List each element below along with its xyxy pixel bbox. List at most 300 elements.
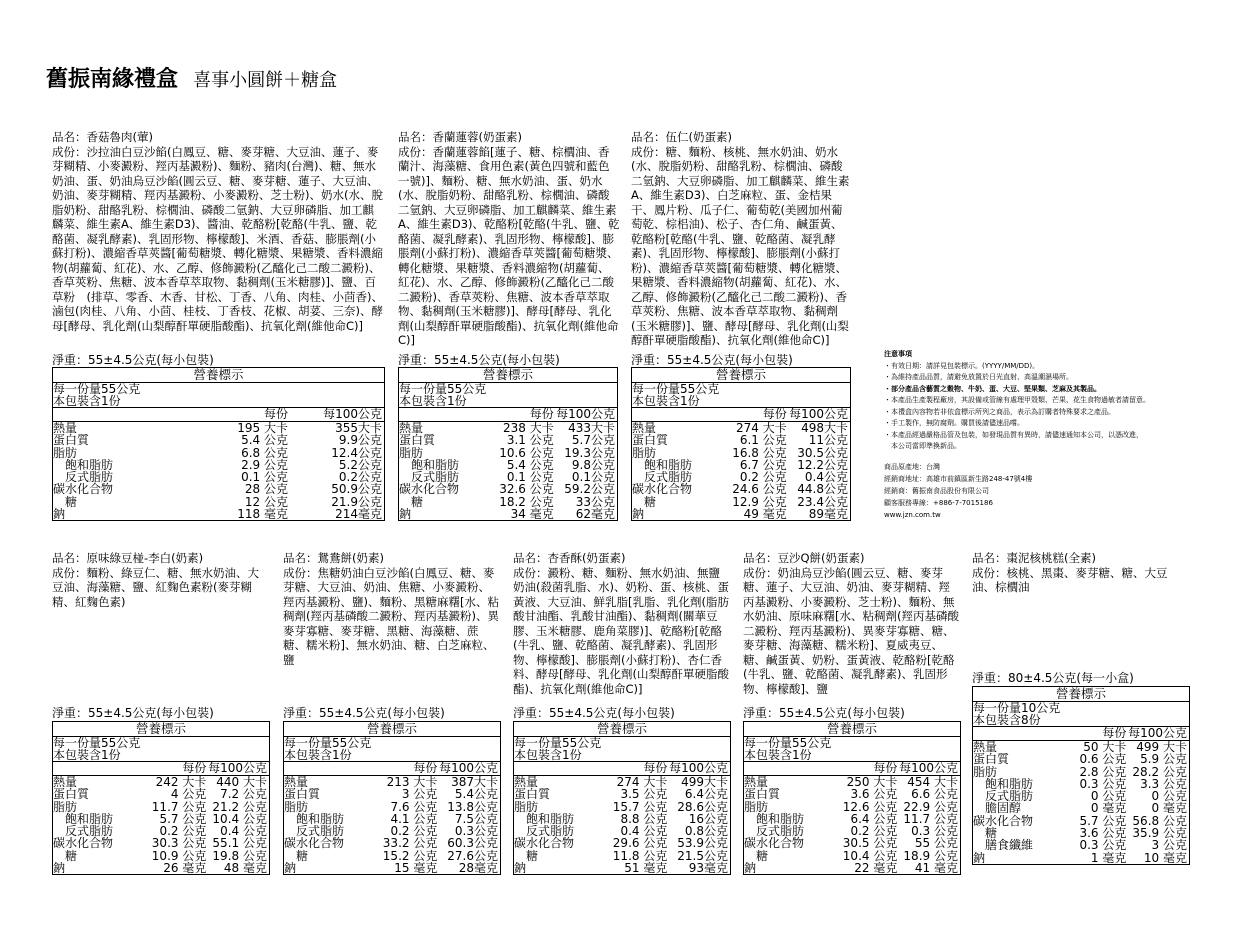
nutrient-per-serving: 3.5 公克 <box>620 787 668 802</box>
nutrient-name: 鈉 <box>284 861 297 876</box>
product-ingredients: 成份：香蘭蓮蓉餡[蓮子、糖、棕櫚油、香蘭汁、海藻糖、食用色素(黃色四號和藍色一號)]、麵粉、糖、無水奶油、蛋、奶水(水、脫脂奶粉、甜酪乳粉、棕櫚油、磷酸二氫鈉、大豆卵磷脂、加工麒麟菜、維生素A、維生素D3)、乾酪粉[乾酪(牛乳、鹽、乾酪菌、凝乳酵素)、乳固形物、檸檬酸]、膨脹劑(小蘇打粉)、濃縮香草莢醬[葡萄糖漿、轉化糖漿、果糖漿、香料濃縮物(胡蘿蔔、紅花)、水、乙醇、修飾澱粉(乙醯化己二酸二澱粉)、香草莢粉、焦糖、波本香草萃取物、黏稠劑(玉米糖膠)]、酵母[酵母、乳化劑(山梨醇酐單硬脂酸酯)、抗氧化劑(維他命C)] <box>398 144 620 347</box>
nutrition-row <box>53 862 269 874</box>
nutrient-per-serving: 4.1 公克 <box>390 811 438 826</box>
nutrient-name: 脂肪 <box>53 445 78 460</box>
nutrition-columns <box>399 407 617 422</box>
nutrient-per-serving: 5.4 公克 <box>241 433 288 448</box>
nutrition-columns <box>744 761 960 776</box>
col-per-serving: 每份 <box>413 761 438 775</box>
nutrient-per-100g: 0.4公克 <box>804 470 848 485</box>
nutrient-per-serving: 0 毫克 <box>1090 801 1127 816</box>
nutrient-per-serving: 24.6 公克 <box>732 482 787 497</box>
notes-heading: 注意事項 <box>884 350 912 358</box>
nutrient-per-serving: 0.3 公克 <box>1079 776 1127 791</box>
nutrient-per-100g: 35.9 公克 <box>1132 826 1187 841</box>
nutrition-columns <box>514 761 730 776</box>
product-name: 品名：原味綠豆椪-李白(奶素) <box>52 551 204 565</box>
product-name: 品名：香蘭蓮蓉(奶蛋素) <box>398 130 522 144</box>
nutrient-per-serving: 0.1 公克 <box>241 470 288 485</box>
nutrient-per-serving: 0.2 公克 <box>739 470 787 485</box>
nutrient-per-100g: 433大卡 <box>568 421 615 435</box>
product-ingredients: 成份：奶油烏豆沙餡(圓云豆、糖、麥芽糖、蓮子、大豆油、奶油、麥芽糊精、羥丙基澱粉、小麥澱粉、芝士粉)、麵粉、無水奶油、原味麻糬[水、粘稠劑(羥丙基磷酸二澱粉、羥丙基澱粉)、異麥芽寡糖、糖、麥芽糖、海藻糖、糯米粉]、夏威夷豆、糖、鹹蛋黃、奶粉、蛋黃液、乾酪粉[乾酪(牛乳、鹽、乾酪菌、凝乳酵素)、乳固形物、檸檬酸]、鹽 <box>743 565 959 696</box>
servings-per-pack: 本包裝含1份 <box>399 394 467 408</box>
net-weight: 淨重：55±4.5公克(每小包裝) <box>283 706 445 720</box>
website: www.jzn.com.tw <box>884 511 941 519</box>
note-item: 本公司當即準換新品。 <box>884 442 961 450</box>
net-weight: 淨重：80±4.5公克(每一小盒) <box>972 671 1134 685</box>
nutrient-name: 蛋白質 <box>53 787 90 802</box>
product-name: 品名：杏香酥(奶蛋素) <box>513 551 626 565</box>
serving-size: 每一份量55公克 <box>53 382 141 396</box>
nutrition-table <box>513 721 731 875</box>
nutrient-per-100g: 33公克 <box>575 494 615 509</box>
nutrient-per-100g: 93毫克 <box>688 861 728 876</box>
nutrient-name: 碳水化合物 <box>53 482 114 497</box>
product-name: 品名：棗泥核桃糕(全素) <box>972 551 1096 565</box>
nutrient-name: 碳水化合物 <box>632 482 693 497</box>
nutrient-per-serving: 32.6 公克 <box>499 482 554 497</box>
nutrition-columns <box>53 407 384 422</box>
nutrient-name: 蛋白質 <box>53 433 90 448</box>
nutrient-per-serving: 274 大卡 <box>736 421 787 435</box>
servings-per-pack: 本包裝含1份 <box>284 748 352 762</box>
nutrient-name: 熱量 <box>973 740 998 754</box>
serving-size: 每一份量55公克 <box>514 736 602 750</box>
nutrient-per-serving: 3 公克 <box>401 787 438 802</box>
nutrition-row <box>514 862 730 874</box>
col-blank <box>53 408 199 421</box>
nutrient-per-100g: 21.2 公克 <box>212 799 267 814</box>
nutrient-per-serving: 15.7 公克 <box>612 799 668 814</box>
nutrient-per-serving: 12 公克 <box>244 494 288 509</box>
nutrient-per-serving: 0 公克 <box>1090 789 1127 804</box>
nutrient-per-100g: 11.7 公克 <box>903 811 958 826</box>
note-item: ・為維持產品品質，請避免放置於日光直射、高溫潮濕場所。 <box>884 373 1073 381</box>
note-item: ・手工製作，無防腐劑。購買後請儘速品嚐。 <box>884 419 1024 427</box>
net-weight: 淨重：55±4.5公克(每小包裝) <box>743 706 905 720</box>
nutrition-row <box>514 837 730 849</box>
nutrient-per-serving: 51 毫克 <box>624 861 668 876</box>
nutrient-per-100g: 44.8公克 <box>797 482 848 497</box>
nutrient-name: 鈉 <box>744 861 757 876</box>
nutrient-name: 糖 <box>65 494 78 509</box>
nutrient-name: 蛋白質 <box>744 787 781 802</box>
nutrient-per-100g: 56.8 公克 <box>1132 813 1187 828</box>
nutrient-per-100g: 3 公克 <box>1151 838 1187 853</box>
nutrient-per-100g: 10 毫克 <box>1143 850 1187 865</box>
nutrient-per-serving: 238 大卡 <box>503 421 554 435</box>
nutrient-per-100g: 7.2 公克 <box>220 787 267 802</box>
nutrient-name: 鈉 <box>514 861 527 876</box>
col-per-100g: 每100公克 <box>899 761 958 775</box>
col-per-100g: 每100公克 <box>556 407 615 421</box>
nutrient-name: 鈉 <box>632 507 645 522</box>
nutrient-name: 碳水化合物 <box>399 482 460 497</box>
nutrient-name: 飽和脂肪 <box>756 811 805 826</box>
nutrient-name: 飽和脂肪 <box>526 811 575 826</box>
nutrient-per-serving: 6.4 公克 <box>850 811 898 826</box>
nutrient-per-serving: 26 毫克 <box>163 861 207 876</box>
net-weight: 淨重：55±4.5公克(每小包裝) <box>52 353 214 367</box>
nutrient-per-serving: 6.7 公克 <box>739 457 787 472</box>
nutrient-per-100g: 0 毫克 <box>1151 801 1187 816</box>
nutrient-name: 膽固醇 <box>985 801 1022 816</box>
nutrient-per-serving: 4 公克 <box>170 787 207 802</box>
col-blank <box>744 762 839 775</box>
product-ingredients: 成份：麵粉、綠豆仁、糖、無水奶油、大豆油、海藻糖、鹽、紅麴色素粉(麥芽糊精、紅麴色素) <box>52 565 259 609</box>
nutrient-name: 蛋白質 <box>284 787 321 802</box>
nutrition-table <box>972 686 1190 865</box>
col-per-serving: 每份 <box>182 761 207 775</box>
nutrient-name: 飽和脂肪 <box>644 457 693 472</box>
nutrient-per-100g: 355大卡 <box>335 421 382 435</box>
nutrition-row <box>973 839 1189 851</box>
nutrition-title: 營養標示 <box>53 368 384 383</box>
nutrient-name: 糖 <box>985 826 998 841</box>
notes-list <box>884 361 1204 453</box>
product-ingredients: 成份：糖、麵粉、核桃、無水奶油、奶水(水、脫脂奶粉、甜酪乳粉、棕櫚油、磷酸二氫鈉、大豆卵磷脂、加工麒麟菜、維生素A、維生素D3)、白芝麻粒、蛋、金桔果干、鳳片粉、瓜子仁、葡萄乾(美國加州葡萄乾、棕梠油)、松子、杏仁角、鹹蛋黃、乾酪粉[乾酪(牛乳、鹽、乾酪菌、凝乳酵素)、乳固形物、檸檬酸]、膨脹劑(小蘇打粉)、濃縮香草莢醬[葡萄糖漿、轉化糖漿、果糖漿、香料濃縮物(胡蘿蔔、紅花)、水、乙醇、修飾澱粉(乙醯化己二酸二澱粉)、香草莢粉、焦糖、波本香草萃取物、黏稠劑(玉米糖膠)]、鹽、酵母[酵母、乳化劑(山梨醇酐單硬脂酸酯)、抗氧化劑(維他命C)] <box>631 144 850 347</box>
product-description <box>513 551 731 701</box>
nutrient-name: 反式脂肪 <box>65 824 114 839</box>
product-description <box>631 130 853 348</box>
note-item: ・本禮盒內容物若非依盒標示所列之商品，表示為訂購者特殊要求之產品。 <box>884 407 1115 416</box>
nutrition-table <box>52 721 270 875</box>
nutrient-name: 反式脂肪 <box>756 824 805 839</box>
nutrient-name: 反式脂肪 <box>526 824 575 839</box>
nutrient-name: 熱量 <box>744 775 769 789</box>
nutrient-per-serving: 3.1 公克 <box>506 433 554 448</box>
product-name: 品名：香菇魯肉(葷) <box>52 130 153 144</box>
address: 經銷商地址：高雄市前鎮區新生路248-47號4樓 <box>884 475 1033 483</box>
nutrition-row <box>53 434 384 446</box>
nutrient-per-100g: 7.5公克 <box>454 811 498 826</box>
nutrition-columns <box>53 761 269 776</box>
nutrition-row <box>632 508 850 520</box>
product-description <box>52 130 385 348</box>
nutrient-per-serving: 18.2 公克 <box>499 494 554 509</box>
nutrient-per-serving: 0.4 公克 <box>620 824 668 839</box>
nutrient-per-100g: 21.9公克 <box>331 494 382 509</box>
net-weight: 淨重：55±4.5公克(每小包裝) <box>398 353 560 367</box>
nutrition-row <box>744 788 960 800</box>
nutrient-per-serving: 5.7 公克 <box>1079 813 1127 828</box>
nutrient-per-serving: 242 大卡 <box>155 775 207 789</box>
col-per-100g: 每100公克 <box>439 761 498 775</box>
nutrition-row <box>53 422 384 434</box>
nutrient-per-serving: 15 毫克 <box>394 861 438 876</box>
nutrient-per-100g: 5.2公克 <box>338 457 382 472</box>
page-title <box>46 62 337 93</box>
nutrition-title: 營養標示 <box>744 722 960 737</box>
col-per-100g: 每100公克 <box>208 761 267 775</box>
nutrient-per-100g: 0.4 公克 <box>220 824 267 839</box>
nutrient-per-serving: 0.3 公克 <box>1079 838 1127 853</box>
nutrition-columns <box>973 726 1189 741</box>
nutrition-row <box>973 753 1189 765</box>
product-description <box>398 130 620 348</box>
col-per-serving: 每份 <box>762 407 787 421</box>
nutrient-name: 碳水化合物 <box>744 836 805 851</box>
nutrition-table <box>283 721 501 875</box>
nutrition-row <box>744 862 960 874</box>
nutrition-row <box>744 837 960 849</box>
nutrition-row <box>53 508 384 520</box>
nutrient-per-100g: 89毫克 <box>808 507 848 522</box>
nutrient-per-serving: 0.2 公克 <box>390 824 438 839</box>
nutrient-per-100g: 0.3公克 <box>454 824 498 839</box>
nutrient-per-100g: 48 毫克 <box>223 861 267 876</box>
note-item: ・部分產品含藝質之穀物、牛奶、蛋、大豆、堅果類、芝麻及其製品。 <box>884 384 1101 393</box>
product-description <box>972 551 1190 661</box>
nutrient-per-100g: 23.4公克 <box>797 494 848 509</box>
nutrient-name: 反式脂肪 <box>65 470 114 485</box>
nutrient-name: 糖 <box>411 494 424 509</box>
nutrient-name: 熱量 <box>53 775 78 789</box>
product-description <box>52 551 270 701</box>
nutrient-per-100g: 19.8 公克 <box>212 848 267 863</box>
nutrient-name: 膳食纖維 <box>985 838 1034 853</box>
nutrient-name: 熱量 <box>284 775 309 789</box>
nutrient-name: 脂肪 <box>632 445 657 460</box>
product-name: 品名：鴛鴦餅(奶素) <box>283 551 384 565</box>
servings-per-pack: 本包裝含8份 <box>973 713 1041 727</box>
nutrient-per-serving: 5.7 公克 <box>159 811 207 826</box>
nutrition-title: 營養標示 <box>53 722 269 737</box>
nutrient-per-100g: 12.4公克 <box>331 445 382 460</box>
nutrient-per-serving: 2.9 公克 <box>241 457 288 472</box>
servings-per-pack: 本包裝含1份 <box>514 748 582 762</box>
serving-size: 每一份量55公克 <box>399 382 487 396</box>
col-per-serving: 每份 <box>643 761 668 775</box>
nutrient-name: 碳水化合物 <box>973 813 1034 828</box>
nutrient-per-100g: 499 大卡 <box>1136 740 1187 754</box>
nutrient-per-serving: 12.6 公克 <box>842 799 898 814</box>
nutrition-title: 營養標示 <box>284 722 500 737</box>
note-item: ・本產品生產製程廠房，其設備或管線有處理甲殼類、芒果、花生食物過敏者請留意。 <box>884 396 1150 404</box>
nutrient-per-serving: 10.9 公克 <box>151 848 207 863</box>
nutrient-per-100g: 3.3 公克 <box>1140 776 1187 791</box>
nutrition-columns <box>284 761 500 776</box>
nutrient-per-100g: 454 大卡 <box>907 775 958 789</box>
nutrient-per-serving: 0.6 公克 <box>1079 752 1127 767</box>
nutrient-per-serving: 3.6 公克 <box>1079 826 1127 841</box>
nutrient-per-serving: 34 毫克 <box>510 507 554 522</box>
net-weight: 淨重：55±4.5公克(每小包裝) <box>52 706 214 720</box>
nutrient-name: 反式脂肪 <box>296 824 345 839</box>
nutrient-name: 鈉 <box>53 861 66 876</box>
nutrition-row <box>53 837 269 849</box>
nutrient-per-100g: 0.1公克 <box>571 470 615 485</box>
col-per-100g: 每100公克 <box>789 407 848 421</box>
col-per-serving: 每份 <box>1102 726 1127 740</box>
nutrient-per-serving: 1 毫克 <box>1090 850 1127 865</box>
note-item: ・本產品經過嚴格品管及包裝，如發現品質有異時，請儘速通知本公司，以憑改進， <box>884 430 1143 439</box>
nutrient-name: 熱量 <box>399 421 424 435</box>
nutrient-per-100g: 59.2公克 <box>564 482 615 497</box>
nutrient-name: 鈉 <box>973 850 986 865</box>
nutrition-table <box>398 367 618 521</box>
nutrient-per-serving: 15.2 公克 <box>382 848 438 863</box>
nutrition-row <box>53 788 269 800</box>
nutrient-name: 飽和脂肪 <box>296 811 345 826</box>
col-per-serving: 每份 <box>529 407 554 421</box>
nutrient-per-100g: 6.4公克 <box>684 787 728 802</box>
nutrient-per-100g: 50.9公克 <box>331 482 382 497</box>
nutrient-name: 脂肪 <box>973 764 998 779</box>
nutrient-per-serving: 250 大卡 <box>846 775 898 789</box>
nutrient-per-serving: 49 毫克 <box>743 507 787 522</box>
nutrient-per-100g: 0.3 公克 <box>911 824 958 839</box>
origin: 商品原產地：台灣 <box>884 463 940 471</box>
product-ingredients: 成份：核桃、黑棗、麥芽糖、糖、大豆油、棕櫚油 <box>972 565 1168 594</box>
nutrient-name: 碳水化合物 <box>53 836 114 851</box>
serving-size: 每一份量55公克 <box>632 382 720 396</box>
nutrient-name: 熱量 <box>632 421 657 435</box>
nutrition-row <box>632 434 850 446</box>
nutrient-per-100g: 28.2 公克 <box>1132 764 1187 779</box>
nutrient-per-100g: 21.5公克 <box>677 848 728 863</box>
nutrient-per-100g: 214毫克 <box>335 507 382 522</box>
nutrient-name: 蛋白質 <box>973 752 1010 767</box>
nutrient-name: 反式脂肪 <box>644 470 693 485</box>
nutrient-per-100g: 0 公克 <box>1151 789 1187 804</box>
nutrient-per-serving: 50 大卡 <box>1083 740 1127 754</box>
nutrient-name: 脂肪 <box>744 799 769 814</box>
nutrient-name: 飽和脂肪 <box>411 457 460 472</box>
col-blank <box>514 762 609 775</box>
servings-per-pack: 本包裝含1份 <box>53 748 121 762</box>
nutrient-per-100g: 5.7公克 <box>571 433 615 448</box>
col-per-100g: 每100公克 <box>669 761 728 775</box>
nutrition-table <box>743 721 961 875</box>
product-name: 品名：伍仁(奶蛋素) <box>631 130 732 144</box>
nutrient-per-serving: 0.2 公克 <box>850 824 898 839</box>
nutrient-per-100g: 5.4公克 <box>454 787 498 802</box>
nutrient-name: 蛋白質 <box>514 787 551 802</box>
nutrient-per-100g: 18.9 公克 <box>903 848 958 863</box>
brand-title: 舊振南緣禮盒 <box>46 67 179 92</box>
nutrient-name: 蛋白質 <box>632 433 669 448</box>
nutrient-per-serving: 0.1 公克 <box>506 470 554 485</box>
nutrient-name: 熱量 <box>514 775 539 789</box>
nutrition-row <box>973 852 1189 864</box>
product-ingredients: 成份：沙拉油白豆沙餡(白鳳豆、糖、麥芽糖、大豆油、蓮子、麥芽糊精、小麥澱粉、羥丙基澱粉)、麵粉、豬肉(台灣)、糖、無水奶油、蛋、奶油烏豆沙餡(圓云豆、糖、麥芽糖、蓮子、大豆油、奶油、麥芽糊精、羥丙基澱粉、小麥澱粉、芝士粉)、奶水(水、脫脂奶粉、甜酪乳粉、棕櫚油、磷酸二氫鈉、大豆卵磷脂、加工麒麟菜、維生素A、維生素D3)、醬油、乾酪粉[乾酪(牛乳、鹽、乾酪菌、凝乳酵素)、乳固形物、檸檬酸]、米酒、香菇、膨脹劑(小蘇打粉)、濃縮香草莢醬[葡萄糖漿、轉化糖漿、果糖漿、香料濃縮物(胡蘿蔔、紅花)、水、乙醇、修飾澱粉(乙醯化己二酸二澱粉)、香草莢粉、焦糖、波本香草萃取物、黏稠劑(玉米糖膠)]、鹽、百草粉 (排草、零香、木香、甘松、丁香、八角、肉桂、小茴香)、滷包(肉桂、八角、小茴、桂枝、丁香枝、花椒、胡荽、三奈)、酵母[酵母、乳化劑(山梨醇酐單硬脂酸酯)、抗氧化劑(維他命C)] <box>52 144 383 333</box>
nutrient-per-serving: 12.9 公克 <box>732 494 787 509</box>
col-blank <box>632 408 728 421</box>
serving-size: 每一份量55公克 <box>284 736 372 750</box>
nutrient-per-100g: 387大卡 <box>451 775 498 789</box>
nutrient-per-serving: 10.6 公克 <box>499 445 554 460</box>
nutrient-per-100g: 28.6公克 <box>677 799 728 814</box>
col-per-100g: 每100公克 <box>1128 726 1187 740</box>
nutrient-per-serving: 5.4 公克 <box>506 457 554 472</box>
col-blank <box>399 408 495 421</box>
nutrient-name: 反式脂肪 <box>411 470 460 485</box>
nutrient-per-serving: 0.2 公克 <box>159 824 207 839</box>
nutrient-per-serving: 274 大卡 <box>616 775 668 789</box>
nutrient-per-serving: 8.8 公克 <box>620 811 668 826</box>
nutrient-per-100g: 27.6公克 <box>447 848 498 863</box>
nutrient-per-serving: 195 大卡 <box>237 421 288 435</box>
nutrition-title: 營養標示 <box>632 368 850 383</box>
nutrient-per-serving: 118 毫克 <box>237 507 288 522</box>
nutrient-name: 飽和脂肪 <box>65 811 114 826</box>
company-info <box>884 461 1032 521</box>
nutrient-name: 反式脂肪 <box>985 789 1034 804</box>
distributor: 經銷商：舊振南食品股份有限公司 <box>884 487 989 495</box>
col-blank <box>284 762 379 775</box>
nutrient-per-100g: 10.4 公克 <box>212 811 267 826</box>
nutrition-title: 營養標示 <box>514 722 730 737</box>
nutrient-name: 鈉 <box>399 507 412 522</box>
net-weight: 淨重：55±4.5公克(每小包裝) <box>631 353 793 367</box>
servings-per-pack: 本包裝含1份 <box>744 748 812 762</box>
nutrient-per-serving: 29.6 公克 <box>612 836 668 851</box>
col-blank <box>53 762 148 775</box>
product-description <box>743 551 961 701</box>
nutrient-per-serving: 22 毫克 <box>854 861 898 876</box>
nutrient-name: 糖 <box>756 848 769 863</box>
nutrient-name: 鈉 <box>53 507 66 522</box>
nutrient-per-100g: 19.3公克 <box>564 445 615 460</box>
nutrient-per-100g: 12.2公克 <box>797 457 848 472</box>
nutrition-row <box>284 788 500 800</box>
serving-size: 每一份量55公克 <box>53 736 141 750</box>
nutrient-per-100g: 53.9公克 <box>677 836 728 851</box>
nutrient-name: 糖 <box>65 848 78 863</box>
col-per-100g: 每100公克 <box>323 407 382 421</box>
servings-per-pack: 本包裝含1份 <box>53 394 121 408</box>
nutrient-name: 飽和脂肪 <box>65 457 114 472</box>
product-description <box>283 551 501 701</box>
nutrient-name: 脂肪 <box>514 799 539 814</box>
nutrition-row <box>399 508 617 520</box>
nutrient-per-100g: 28毫克 <box>458 861 498 876</box>
nutrient-per-100g: 11公克 <box>808 433 848 448</box>
nutrition-row <box>399 483 617 495</box>
nutrient-per-serving: 11.7 公克 <box>151 799 207 814</box>
nutrient-name: 脂肪 <box>53 799 78 814</box>
nutrient-per-serving: 33.2 公克 <box>382 836 438 851</box>
nutrient-per-100g: 30.5公克 <box>797 445 848 460</box>
nutrient-per-serving: 30.5 公克 <box>842 836 898 851</box>
nutrient-per-serving: 3.6 公克 <box>850 787 898 802</box>
nutrition-table <box>52 367 385 521</box>
nutrient-per-100g: 5.9 公克 <box>1140 752 1187 767</box>
subtitle: 喜事小圓餅＋糖盒 <box>193 70 338 91</box>
net-weight: 淨重：55±4.5公克(每小包裝) <box>513 706 675 720</box>
product-ingredients: 成份：焦糖奶油白豆沙餡(白鳳豆、糖、麥芽糖、大豆油、奶油、焦糖、小麥澱粉、羥丙基澱粉、鹽)、麵粉、黑糖麻糬[水、粘稠劑(羥丙基磷酸二澱粉、羥丙基澱粉)、異麥芽寡糖、麥芽糖、黑糖、海藻糖、蔗糖、糯米粉]、無水奶油、糖、白芝麻粒、鹽 <box>283 565 499 667</box>
nutrient-per-serving: 16.8 公克 <box>732 445 787 460</box>
nutrition-row <box>632 483 850 495</box>
nutrient-per-100g: 41 毫克 <box>914 861 958 876</box>
hotline: 顧客服務專線：+886-7-7015186 <box>884 499 993 507</box>
nutrient-per-100g: 16公克 <box>688 811 728 826</box>
nutrient-per-serving: 10.4 公克 <box>842 848 898 863</box>
nutrient-name: 碳水化合物 <box>284 836 345 851</box>
nutrient-per-100g: 0.2公克 <box>338 470 382 485</box>
nutrient-per-100g: 62毫克 <box>575 507 615 522</box>
nutrition-row <box>284 862 500 874</box>
nutrient-name: 脂肪 <box>284 799 309 814</box>
nutrient-per-serving: 28 公克 <box>244 482 288 497</box>
nutrient-per-100g: 22.9 公克 <box>903 799 958 814</box>
nutrient-per-100g: 498大卡 <box>801 421 848 435</box>
nutrition-row <box>514 788 730 800</box>
nutrient-name: 蛋白質 <box>399 433 436 448</box>
nutrition-table <box>631 367 851 521</box>
nutrient-per-100g: 499大卡 <box>681 775 728 789</box>
